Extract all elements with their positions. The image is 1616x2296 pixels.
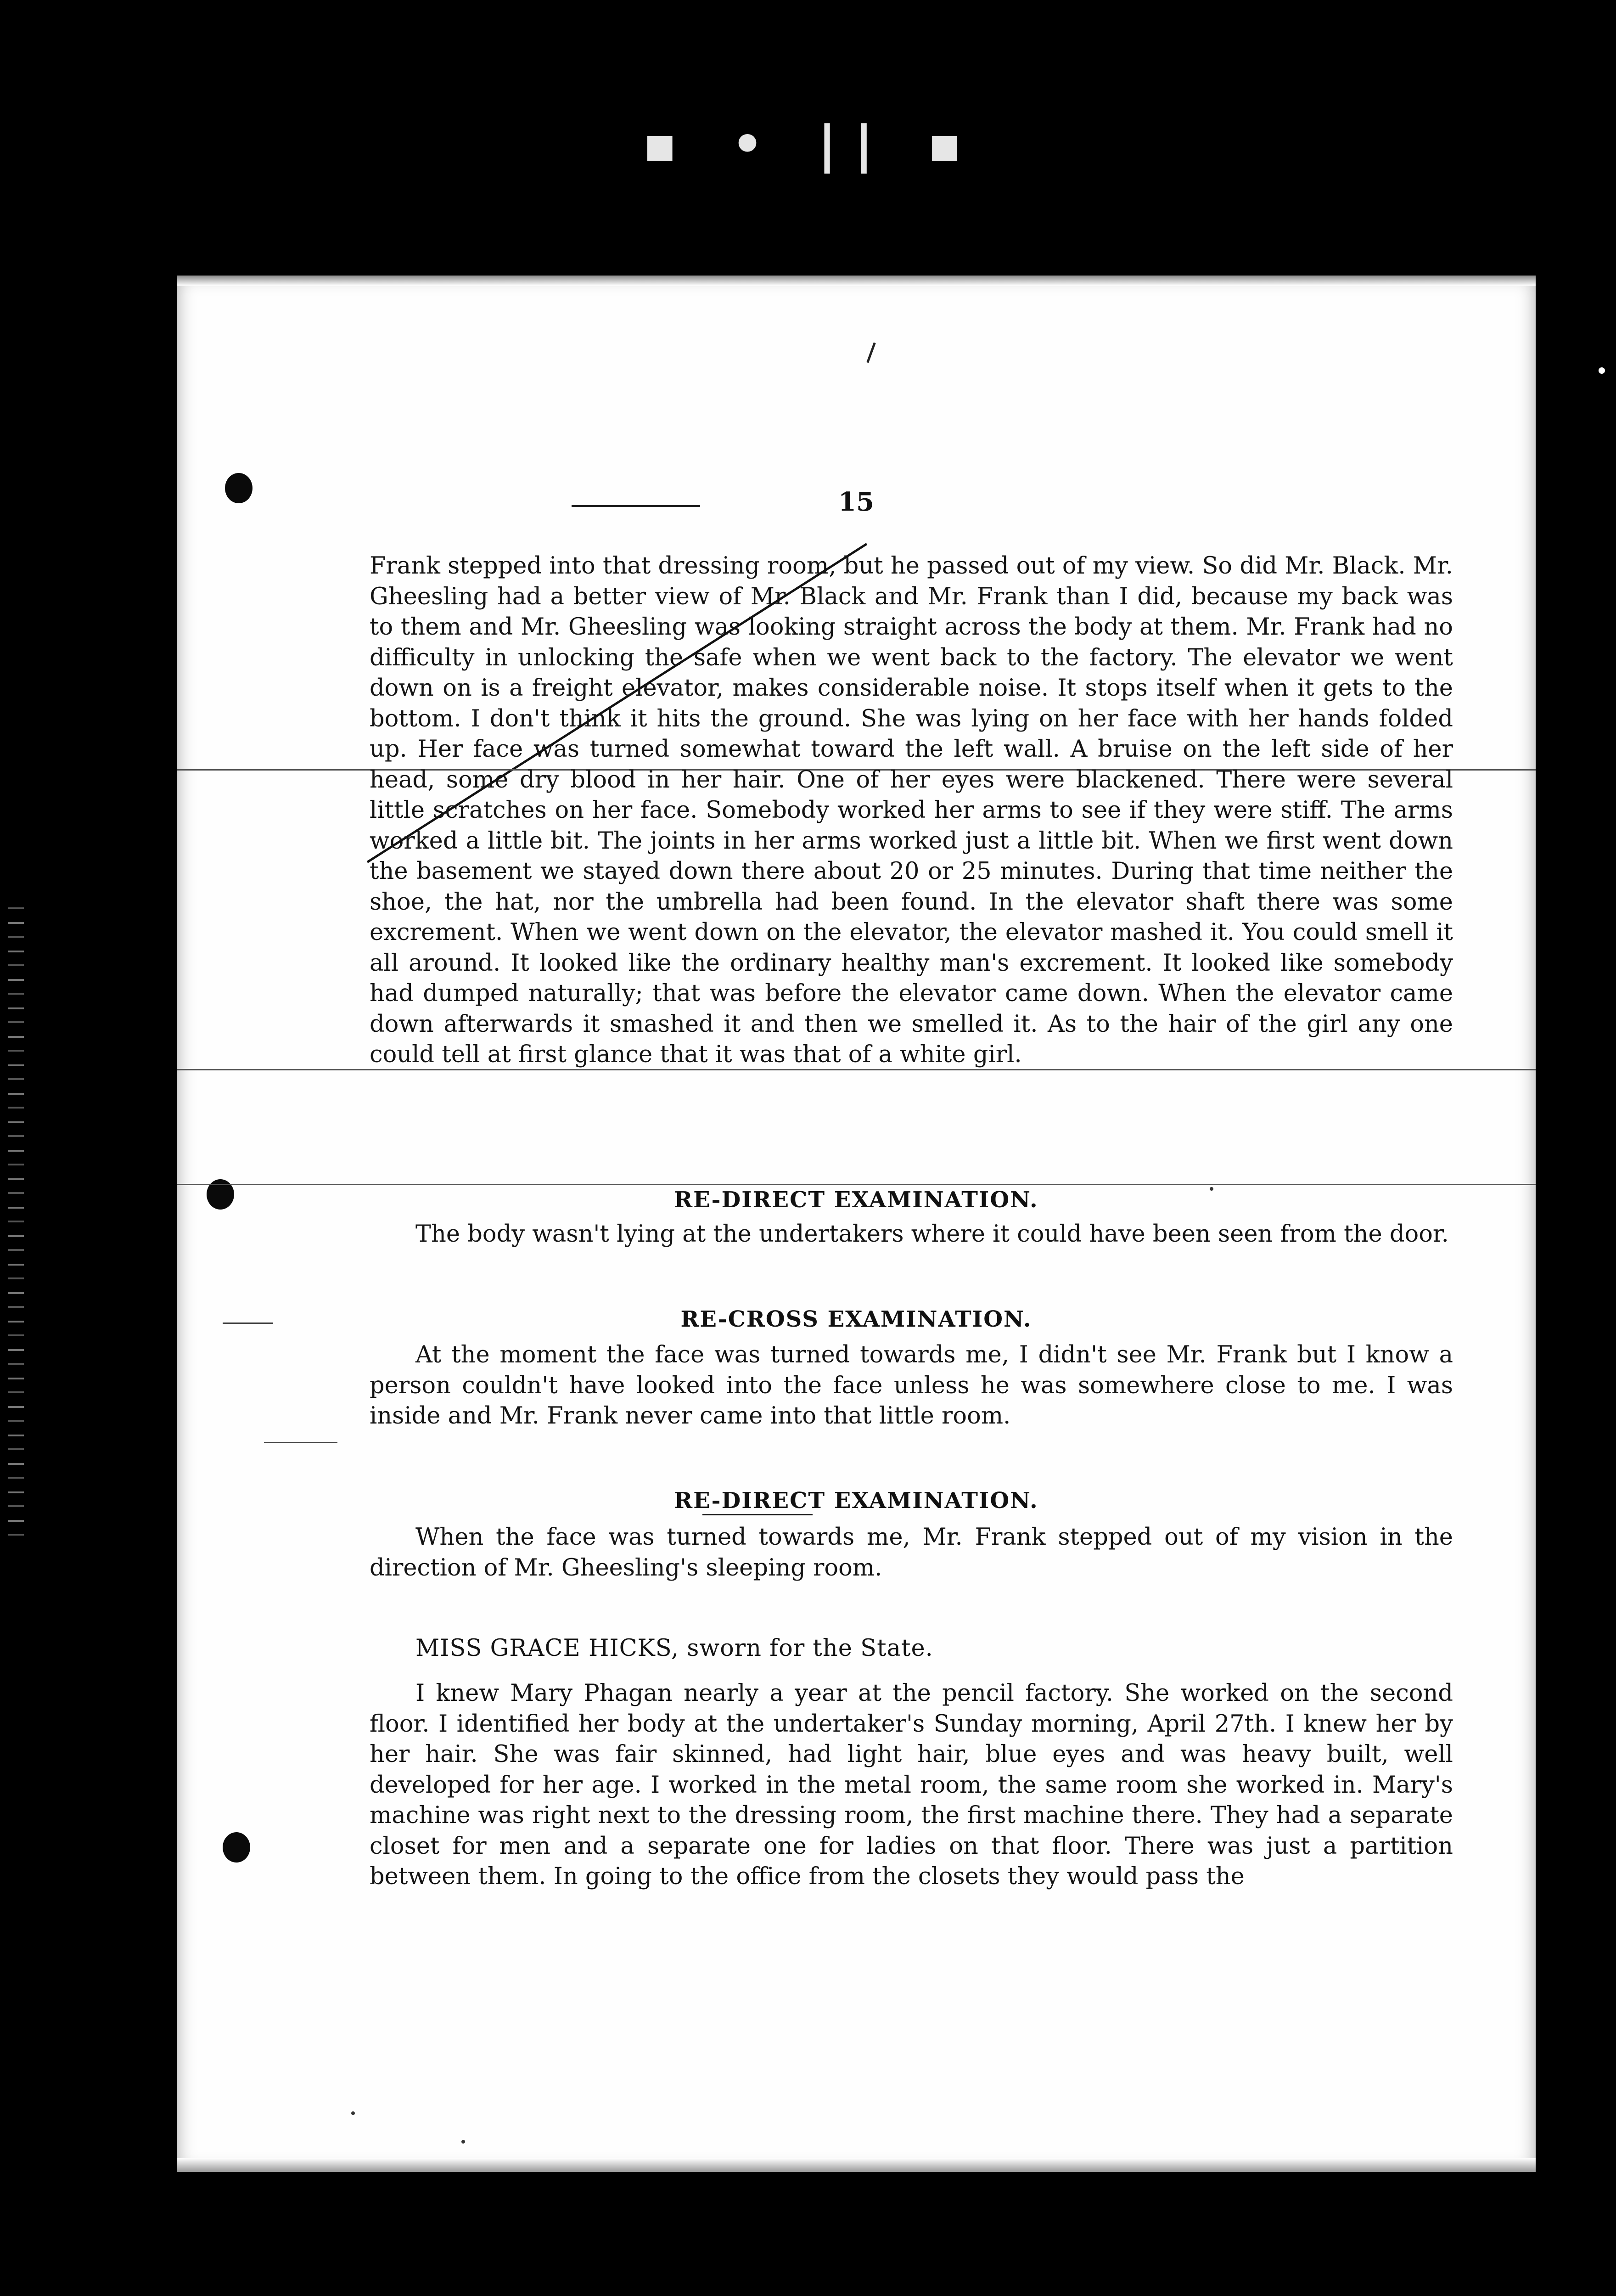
testimony-paragraph: At the moment the face was turned towards me, I didn't see Mr. Frank but I know a person couldn't have looked into the face unless he was somewhere close to me. I was inside and Mr. Frank never came into that little room. <box>370 1341 1453 1429</box>
margin-mark <box>264 1442 337 1443</box>
film-edge-strip <box>8 895 24 1548</box>
page-number: 15 <box>838 487 874 517</box>
scan-speck <box>461 2140 465 2144</box>
section-heading: RE-DIRECT EXAMINATION. <box>674 1187 1038 1213</box>
scan-speck <box>1210 1187 1213 1191</box>
witness-line: MISS GRACE HICKS, sworn for the State. <box>415 1635 933 1662</box>
document-page <box>177 276 1536 2172</box>
page-top-edge <box>177 276 1536 286</box>
fold-line <box>177 1184 1536 1185</box>
scan-header-mark: ▪ • || ▪ <box>643 115 980 174</box>
heading-underline <box>702 1514 813 1515</box>
testimony-paragraph: I knew Mary Phagan nearly a year at the pencil factory. She worked on the second floor. I identified her body at the undertaker's Sunday morning, April 27th. I knew her by her hair. She was fair skinned, had light hair, blue eyes and was heavy built, well developed for her age. I worked in the metal room, the same room she worked in. Mary's machine was right next to the dressing room, the first machine there. They had a separate closet for men and a separate one for ladies on that floor. There was just a partition between them. In going to the office from the closets they would pass the <box>370 1680 1453 1890</box>
testimony-paragraph: The body wasn't lying at the undertakers where it could have been seen from the door. <box>415 1221 1449 1248</box>
pencil-tick-mark <box>866 343 875 363</box>
testimony-paragraph: When the face was turned towards me, Mr. Frank stepped out of my vision in the direction of Mr. Gheesling's sleeping room. <box>370 1524 1453 1581</box>
page-bottom-edge <box>177 2158 1536 2172</box>
section-heading: RE-CROSS EXAMINATION. <box>680 1306 1032 1332</box>
punch-hole <box>223 1832 250 1863</box>
section-heading: RE-DIRECT EXAMINATION. <box>674 1488 1038 1514</box>
testimony-paragraph: Frank stepped into that dressing room, but he passed out of my view. So did Mr. Black. Mr. Gheesling had a better view of Mr. Black and Mr. Frank than I did, because my back was to them and Mr. Gheesling was looking straight across the body at them. Mr. Frank had no difficulty in unlocking the safe when we went back to the factory. The elevator we went down on is a freight elevator, makes considerable noise. It stops itself when it gets to the bottom. I don't think it hits the ground. She was lying on her face with her hands folded up. Her face was turned somewhat toward the left wall. A bruise on the left side of her head, some dry blood in her hair. One of her eyes were blackened. There were several little scratches on her face. Somebody worked her arms to see if they were stiff. The arms worked a little bit. The joints in her arms worked just a little bit. When we first went down the basement we stayed down there about 20 or 25 minutes. During that time neither the shoe, the hat, nor the umbrella had been found. In the elevator shaft there was some excrement. When we went down on the elevator, the elevator mashed it. You could smell it all around. It looked like the ordinary healthy man's excrement. It looked like somebody had dumped naturally; that was before the elevator came down. When the elevator came down afterwards it smashed it and then we smelled it. As to the hair of the girl any one could tell at first glance that it was that of a white girl. <box>370 552 1453 1068</box>
scan-speck <box>1599 367 1605 374</box>
scan-speck <box>351 2111 355 2115</box>
